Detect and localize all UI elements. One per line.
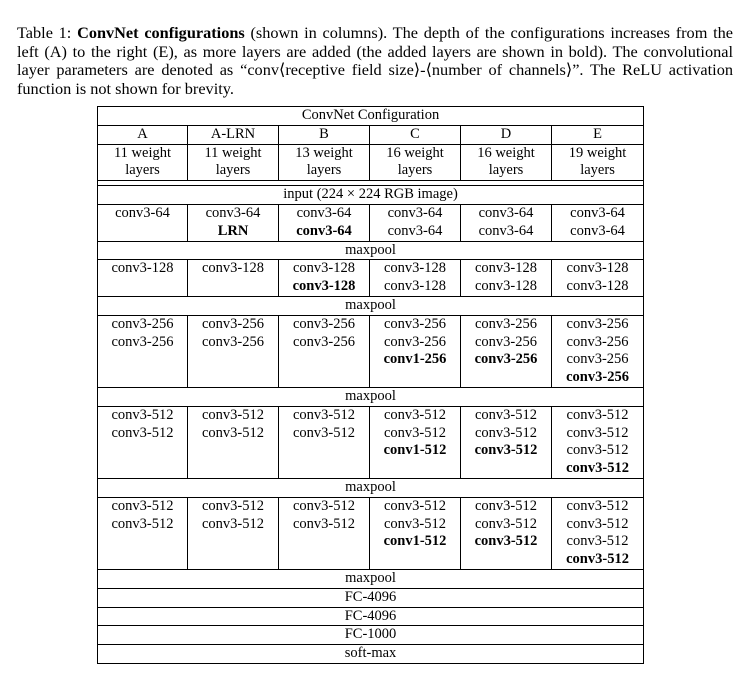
layer-entry: conv3-64 — [478, 204, 534, 221]
tail-fc-4096-2-row — [98, 607, 644, 626]
layer-block-5 — [98, 497, 644, 569]
column-name-c: C — [370, 125, 461, 144]
layer-entry: conv3-64 — [296, 222, 352, 239]
tail-soft-max-4-cell: soft-max — [98, 645, 644, 664]
layer-entry: conv3-64 — [570, 204, 625, 221]
tail-fc-4096-2-cell: FC-4096 — [98, 607, 644, 626]
column-depth-a — [98, 144, 188, 181]
layer-entry: conv3-256 — [474, 315, 537, 332]
depth-line: 16 weight — [477, 144, 535, 161]
layer-entry: conv3-256 — [474, 351, 538, 368]
layer-entry: conv3-128 — [383, 260, 446, 277]
block-1-col-e — [552, 204, 644, 241]
tail-fc-1000-3-cell: FC-1000 — [98, 626, 644, 645]
block-2-col-e — [552, 260, 644, 297]
input-layer-cell: input (224 × 224 RGB image) — [98, 186, 644, 205]
layer-entry: conv3-512 — [566, 497, 629, 514]
maxpool-2-row — [98, 296, 644, 315]
block-5-col-c — [370, 497, 461, 569]
block-3-col-b — [279, 315, 370, 387]
table-caption — [17, 24, 733, 98]
maxpool-3-cell: maxpool — [98, 387, 644, 406]
block-2-col-d — [461, 260, 552, 297]
block-4-col-e — [552, 406, 644, 478]
layer-entry: conv3-256 — [566, 369, 629, 386]
depth-line: layers — [215, 162, 251, 179]
layer-entry: conv3-512 — [566, 406, 629, 423]
tail-maxpool-0-row — [98, 569, 644, 588]
column-name-e: E — [552, 125, 644, 144]
maxpool-2-cell: maxpool — [98, 296, 644, 315]
layer-entry: conv3-512 — [474, 424, 537, 441]
column-depth-row — [98, 144, 644, 181]
layer-entry: conv3-128 — [292, 278, 356, 295]
layer-block-3 — [98, 315, 644, 387]
layer-entry: conv3-256 — [201, 315, 264, 332]
tail-maxpool-0-cell: maxpool — [98, 569, 644, 588]
layer-entry: conv3-512 — [111, 424, 174, 441]
block-4-col-a-lrn — [188, 406, 279, 478]
block-2-col-c — [370, 260, 461, 297]
convnet-config-table — [97, 106, 644, 664]
layer-entry: conv3-128 — [383, 278, 446, 295]
depth-line: 11 weight — [113, 144, 172, 161]
layer-entry: conv3-512 — [292, 515, 355, 532]
layer-entry: conv3-256 — [474, 333, 537, 350]
layer-entry: conv3-64 — [205, 204, 261, 221]
block-5-col-e — [552, 497, 644, 569]
layer-entry: conv3-512 — [383, 515, 446, 532]
layer-entry: conv3-512 — [383, 406, 446, 423]
column-name-row — [98, 125, 644, 144]
layer-entry: conv3-512 — [383, 497, 446, 514]
block-1-col-d — [461, 204, 552, 241]
column-name-a: A — [98, 125, 188, 144]
layer-entry: conv1-256 — [383, 351, 447, 368]
layer-entry: conv3-64 — [478, 222, 534, 239]
layer-entry: conv3-512 — [292, 406, 355, 423]
depth-line: 11 weight — [204, 144, 262, 161]
caption-label: Table 1: — [17, 23, 72, 42]
block-3-col-a — [98, 315, 188, 387]
layer-entry: conv3-256 — [111, 333, 174, 350]
column-depth-e — [552, 144, 644, 181]
block-4-col-c — [370, 406, 461, 478]
maxpool-1-cell: maxpool — [98, 241, 644, 260]
caption-text: (shown in columns). The depth of the configurations increases from the left (A) to the right (E), as more layers are added (the added layers are shown in bold). The convolutional layer parameters are denoted as “conv⟨receptive field size⟩-⟨number of channels⟩”. The ReLU activation function is not shown for brevity. — [17, 23, 733, 98]
layer-entry: conv3-512 — [111, 406, 174, 423]
layer-entry: conv3-128 — [474, 278, 537, 295]
layer-entry: conv3-128 — [566, 260, 629, 277]
layer-entry: conv3-256 — [201, 333, 264, 350]
column-name-a-lrn: A-LRN — [188, 125, 279, 144]
layer-entry: conv3-512 — [201, 424, 264, 441]
block-4-col-b — [279, 406, 370, 478]
layer-entry: conv3-512 — [566, 551, 629, 568]
block-5-col-d — [461, 497, 552, 569]
layer-entry: conv3-128 — [111, 260, 174, 277]
layer-entry: conv3-256 — [292, 333, 355, 350]
layer-entry: conv3-512 — [566, 515, 629, 532]
column-depth-d — [461, 144, 552, 181]
depth-line: layers — [125, 162, 160, 179]
column-name-b: B — [279, 125, 370, 144]
block-1-col-a — [98, 204, 188, 241]
layer-entry: conv3-512 — [474, 442, 538, 459]
layer-entry: conv3-512 — [292, 424, 355, 441]
layer-entry: conv3-256 — [566, 333, 629, 350]
column-depth-c — [370, 144, 461, 181]
input-layer-row — [98, 186, 644, 205]
maxpool-4-cell: maxpool — [98, 478, 644, 497]
block-5-col-a — [98, 497, 188, 569]
depth-line: 16 weight — [386, 144, 444, 161]
depth-line: layers — [488, 162, 524, 179]
layer-entry: conv3-256 — [383, 315, 446, 332]
layer-entry: conv3-512 — [474, 533, 538, 550]
layer-entry: conv3-256 — [111, 315, 174, 332]
tail-fc-4096-1-cell: FC-4096 — [98, 588, 644, 607]
config-title-row — [98, 107, 644, 126]
layer-entry: conv3-128 — [201, 260, 264, 277]
block-2-col-b — [279, 260, 370, 297]
column-name-d: D — [461, 125, 552, 144]
layer-entry: conv3-256 — [292, 315, 355, 332]
layer-entry: conv3-512 — [111, 515, 174, 532]
depth-line: 19 weight — [568, 144, 627, 161]
layer-entry: conv3-64 — [387, 222, 443, 239]
block-2-col-a — [98, 260, 188, 297]
layer-block-2 — [98, 260, 644, 297]
block-3-col-e — [552, 315, 644, 387]
block-1-col-b — [279, 204, 370, 241]
layer-entry: conv3-512 — [292, 497, 355, 514]
block-3-col-c — [370, 315, 461, 387]
depth-line: 13 weight — [295, 144, 353, 161]
maxpool-4-row — [98, 478, 644, 497]
layer-entry: conv3-512 — [566, 533, 629, 550]
block-1-col-a-lrn — [188, 204, 279, 241]
layer-entry: conv1-512 — [383, 533, 447, 550]
layer-entry: conv3-64 — [296, 204, 352, 221]
layer-entry: conv3-512 — [111, 497, 174, 514]
layer-entry: conv3-512 — [566, 424, 629, 441]
layer-entry: conv3-128 — [292, 260, 355, 277]
layer-block-1 — [98, 204, 644, 241]
layer-entry: conv3-512 — [474, 406, 537, 423]
block-5-col-b — [279, 497, 370, 569]
layer-entry: conv3-64 — [570, 222, 625, 239]
block-1-col-c — [370, 204, 461, 241]
layer-entry: conv3-128 — [474, 260, 537, 277]
layer-entry: conv3-512 — [474, 497, 537, 514]
tail-soft-max-4-row — [98, 645, 644, 664]
block-5-col-a-lrn — [188, 497, 279, 569]
tail-fc-4096-1-row — [98, 588, 644, 607]
layer-entry: conv3-512 — [201, 515, 264, 532]
layer-entry: conv3-256 — [566, 351, 629, 368]
block-4-col-a — [98, 406, 188, 478]
maxpool-3-row — [98, 387, 644, 406]
layer-entry: conv3-256 — [566, 315, 629, 332]
block-4-col-d — [461, 406, 552, 478]
tail-fc-1000-3-row — [98, 626, 644, 645]
caption-title: ConvNet configurations — [77, 23, 245, 42]
depth-line: layers — [397, 162, 433, 179]
layer-entry: conv3-512 — [383, 424, 446, 441]
column-depth-b — [279, 144, 370, 181]
layer-entry: conv3-64 — [387, 204, 443, 221]
depth-line: layers — [580, 162, 615, 179]
layer-entry: conv3-512 — [474, 515, 537, 532]
layer-entry: conv3-128 — [566, 278, 629, 295]
layer-block-4 — [98, 406, 644, 478]
layer-entry: conv3-512 — [201, 406, 264, 423]
block-3-col-d — [461, 315, 552, 387]
block-3-col-a-lrn — [188, 315, 279, 387]
layer-entry: conv3-256 — [383, 333, 446, 350]
maxpool-1-row — [98, 241, 644, 260]
block-2-col-a-lrn — [188, 260, 279, 297]
depth-line: layers — [306, 162, 342, 179]
layer-entry: conv1-512 — [383, 442, 447, 459]
layer-entry: conv3-512 — [566, 442, 629, 459]
config-title-cell: ConvNet Configuration — [98, 107, 644, 126]
layer-entry: conv3-64 — [115, 204, 170, 221]
layer-entry: conv3-512 — [566, 460, 629, 477]
layer-entry: LRN — [217, 222, 249, 239]
layer-entry: conv3-512 — [201, 497, 264, 514]
column-depth-a-lrn — [188, 144, 279, 181]
